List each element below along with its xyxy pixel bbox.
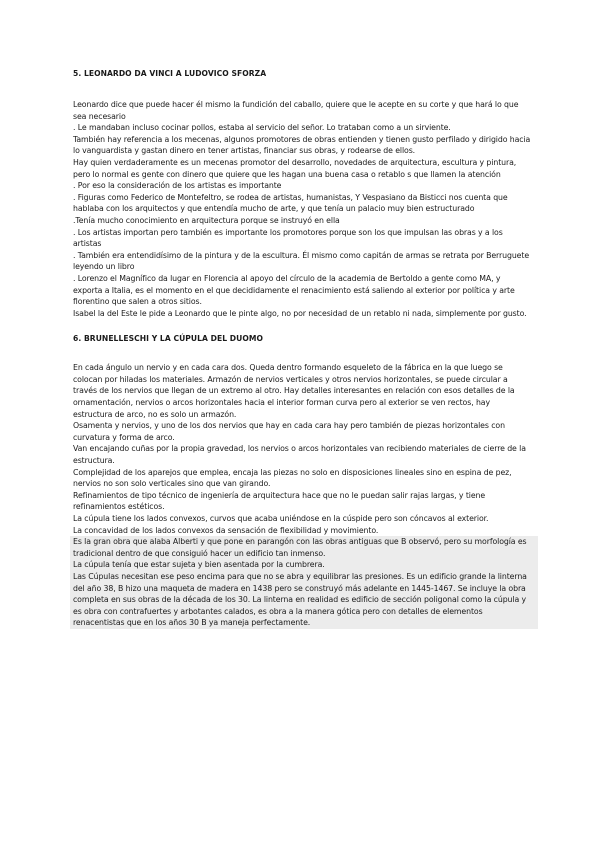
highlighted-block — [70, 536, 538, 629]
paragraph: La concavidad de los lados convexos da sensación de flexibilidad y movimiento. — [73, 525, 379, 535]
paragraph: . Lorenzo el Magnífico da lugar en Florencia al apoyo del círculo de la academia de Bertoldo a gente como MA, y exporta a Italia, es el momento en el que decididamente el renacimiento está saliendo al exterior por política y arte florentino que salen a otros sitios. — [73, 273, 515, 307]
paragraph: .Tenía mucho conocimiento en arquitectura porque se instruyó en ella — [73, 215, 340, 225]
paragraph: . Le mandaban incluso cocinar pollos, estaba al servicio del señor. Lo trataban como a un sirviente. — [73, 123, 451, 133]
paragraph: Complejidad de los aparejos que emplea, encaja las piezas no solo en disposiciones lineales sino en espina de pez, nervios no son solo verticales sino que van girando. — [73, 467, 512, 489]
paragraph: Osamenta y nervios, y uno de los dos nervios que hay en cada cara hay pero también de piezas horizontales con curvatura y forma de arco. — [73, 421, 505, 442]
highlighted-paragraph: Las Cúpulas necesitan ese peso encima para que no se abra y equilibrar las presiones. Es un edificio grande la linterna del año 38, B hizo una maqueta de madera en 1438 pero se construyó más adelante en 1445-1467. Se incluye la obra completa en sus obras de la década de los 30. La linterna en realidad es edificio de sección poligonal como la cúpula y es obra con contrafuertes y arbotantes calados, es obra a la manera gótica pero con detalles de elementos renacentistas que en los años 30 B ya maneja perfectamente. — [73, 571, 527, 628]
paragraph: . También era entendidísimo de la pintura y de la escultura. Él mismo como capitán de armas se retrata por Berruguete leyendo un libro — [73, 250, 530, 272]
highlighted-paragraph: La cúpula tenía que estar sujeta y bien asentada por la cumbrera. — [73, 560, 325, 570]
highlighted-paragraph: Es la gran obra que alaba Alberti y que pone en parangón con las obras antiguas que B observó, pero su morfología es tradicional dentro de que consiguió hacer un edificio tan inmenso. — [73, 537, 527, 558]
section-leonardo — [73, 99, 531, 319]
section-brunelleschi — [73, 362, 531, 629]
paragraph: . Por eso la consideración de los artistas es importante — [73, 181, 282, 191]
paragraph: Refinamientos de tipo técnico de ingeniería de arquitectura hace que no le puedan salir rajas largas, y tiene refinamientos estéticos. — [73, 490, 486, 512]
document-body — [73, 69, 531, 629]
paragraph: Isabel la del Este le pide a Leonardo que le pinte algo, no por necesidad de un retablo ni nada, simplemente por gusto. — [73, 308, 527, 318]
paragraph: . Figuras como Federico de Montefeltro, se rodea de artistas, humanistas, Y Vespasiano da Bisticci nos cuenta que hablaba con los arquitectos y que entendía mucho de arte, y que tenía un palacio muy bien estructurado — [73, 192, 508, 214]
paragraph: También hay referencia a los mecenas, algunos promotores de obras entienden y tienen gusto perfilado y dirigido hacia lo vanguardista y gastan dinero en tener artistas, financiar sus obras, y rodearse de ellos. — [73, 134, 531, 156]
paragraph: Leonardo dice que puede hacer él mismo la fundición del caballo, quiere que le acepte en su corte y que hará lo que sea necesario — [73, 100, 519, 121]
paragraph: La cúpula tiene los lados convexos, curvos que acaba uniéndose en la cúspide pero son cóncavos al exterior. — [73, 514, 489, 523]
section-heading-brunelleschi: 6. BRUNELLESCHI Y LA CÚPULA DEL DUOMO — [73, 334, 263, 344]
paragraph: Van encajando cuñas por la propia gravedad, los nervios o arcos horizontales van recibiendo materiales de cierre de la estructura. — [73, 444, 526, 466]
paragraph: . Los artistas importan pero también es importante los promotores porque son los que impulsan las obras y a los artistas — [73, 227, 503, 249]
section-heading-leonardo: 5. LEONARDO DA VINCI A LUDOVICO SFORZA — [73, 69, 267, 78]
paragraph: En cada ángulo un nervio y en cada cara dos. Queda dentro formando esqueleto de la fábrica en la que luego se colocan por hiladas los materiales. Armazón de nervios verticales y otros nervios horizontales, se puede circular a través de los nervios que llegan de un extremo al otro. Hay detalles interesantes en relación con esos detalles de la ornamentación, nervios o arcos horizontales hacia el interior forman curva pero al exterior se ven rectos, hay estructura de arco, no es solo un armazón. — [73, 363, 515, 419]
paragraph: Hay quien verdaderamente es un mecenas promotor del desarrollo, novedades de arquitectura, escultura y pintura, pero lo normal es gente con dinero que quiere que les hagan una buena casa o retablo s que llamen la atención — [73, 157, 517, 179]
